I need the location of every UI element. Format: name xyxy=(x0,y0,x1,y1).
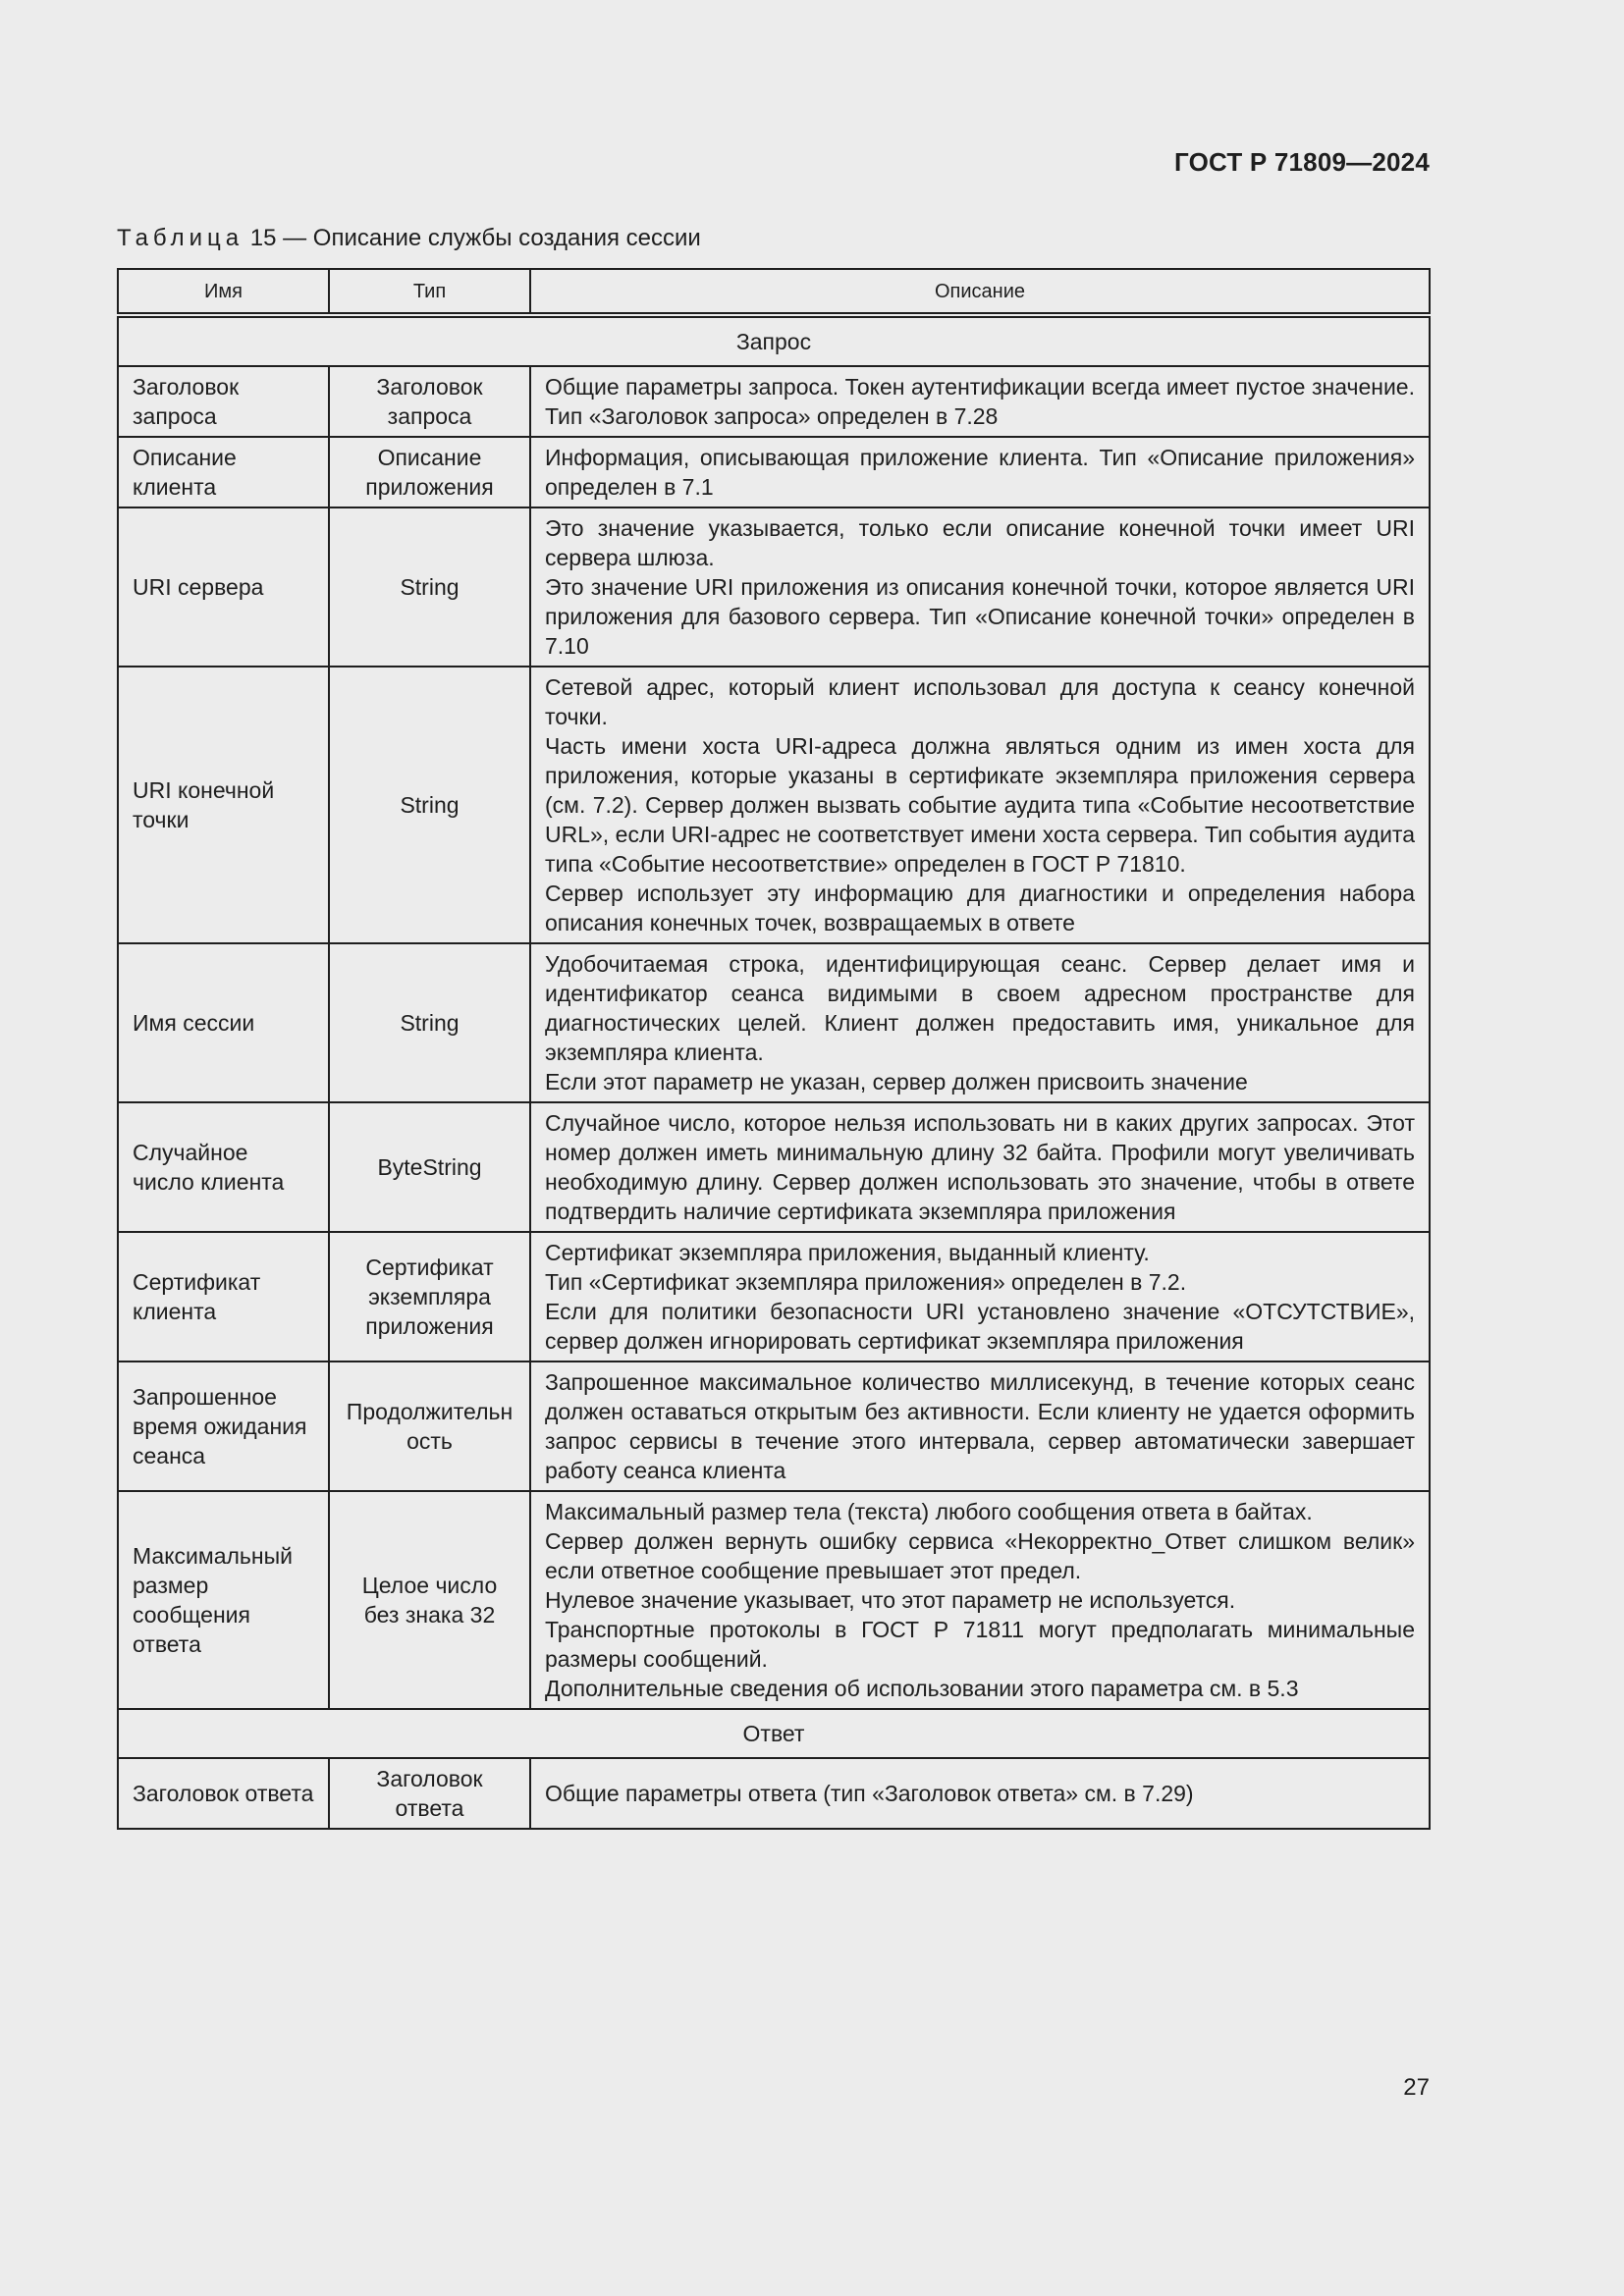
description-paragraph: Максимальный размер тела (текста) любого сообщения ответа в байтах. xyxy=(545,1499,1313,1524)
table-row xyxy=(118,943,1430,1102)
cell-name: Максимальный размер сообщения ответа xyxy=(118,1491,329,1709)
table-row xyxy=(118,1102,1430,1232)
cell-type: Целое число без знака 32 xyxy=(329,1491,530,1709)
cell-type: Описание приложения xyxy=(329,437,530,507)
cell-name: URI конечной точки xyxy=(118,667,329,943)
cell-name: Запрошенное время ожидания сеанса xyxy=(118,1362,329,1491)
session-service-table xyxy=(117,268,1431,1830)
table-row xyxy=(118,1758,1430,1829)
description-paragraph: Тип «Сертификат экземпляра приложения» определен в 7.2. xyxy=(545,1269,1187,1295)
section-title: Ответ xyxy=(118,1709,1430,1758)
section-row xyxy=(118,1709,1430,1758)
table-row xyxy=(118,1232,1430,1362)
cell-description xyxy=(530,366,1430,437)
table-body xyxy=(118,315,1430,1829)
description-paragraph: Удобочитаемая строка, идентифицирующая сеанс. Сервер делает имя и идентификатор сеанса видимыми в своем адресном пространстве для диагностических целей. Клиент должен предоставить имя, уникальное для экземпляра клиента. xyxy=(545,951,1415,1065)
section-title: Запрос xyxy=(118,315,1430,366)
cell-name: Заголовок запроса xyxy=(118,366,329,437)
caption-text: 15 — Описание службы создания сессии xyxy=(244,225,701,251)
cell-type: Заголовок запроса xyxy=(329,366,530,437)
cell-name: Случайное число клиента xyxy=(118,1102,329,1232)
description-paragraph: Если этот параметр не указан, сервер должен присвоить значение xyxy=(545,1069,1248,1095)
description-paragraph: Сертификат экземпляра приложения, выданный клиенту. xyxy=(545,1240,1150,1265)
section-row xyxy=(118,315,1430,366)
cell-type: Сертификат экземпляра приложения xyxy=(329,1232,530,1362)
cell-description xyxy=(530,1362,1430,1491)
column-header-description: Описание xyxy=(530,269,1430,315)
cell-name: Имя сессии xyxy=(118,943,329,1102)
description-paragraph: Дополнительные сведения об использовании этого параметра см. в 5.3 xyxy=(545,1676,1299,1701)
cell-description xyxy=(530,943,1430,1102)
table-row xyxy=(118,366,1430,437)
description-paragraph: Если для политики безопасности URI установлено значение «ОТСУТСТВИЕ», сервер должен игнорировать сертификат экземпляра приложения xyxy=(545,1299,1415,1354)
cell-type: String xyxy=(329,943,530,1102)
page-number: 27 xyxy=(1403,2074,1430,2101)
description-paragraph: Нулевое значение указывает, что этот параметр не используется. xyxy=(545,1587,1236,1613)
column-header-type: Тип xyxy=(329,269,530,315)
description-paragraph: Транспортные протоколы в ГОСТ Р 71811 могут предполагать минимальные размеры сообщений. xyxy=(545,1617,1415,1672)
document-code: ГОСТ Р 71809—2024 xyxy=(1174,147,1430,177)
cell-type: String xyxy=(329,507,530,667)
cell-description xyxy=(530,1758,1430,1829)
cell-description xyxy=(530,507,1430,667)
cell-description xyxy=(530,667,1430,943)
description-paragraph: Случайное число, которое нельзя использовать ни в каких других запросах. Этот номер должен иметь минимальную длину 32 байта. Профили могут увеличивать необходимую длину. Сервер должен использовать это значение, чтобы в ответе подтвердить наличие сертификата экземпляра приложения xyxy=(545,1110,1415,1224)
description-paragraph: Общие параметры ответа (тип «Заголовок ответа» см. в 7.29) xyxy=(545,1781,1194,1806)
cell-description xyxy=(530,1491,1430,1709)
cell-type: ByteString xyxy=(329,1102,530,1232)
cell-description xyxy=(530,437,1430,507)
description-paragraph: Часть имени хоста URI-адреса должна являться одним из имен хоста для приложения, которые указаны в сертификате экземпляра приложения сервера (см. 7.2). Сервер должен вызвать событие аудита типа «Событие несоответствие URL», если URI-адрес не соответствует имени хоста сервера. Тип события аудита типа «Событие несоответствие» определен в ГОСТ Р 71810. xyxy=(545,733,1415,877)
cell-name: Описание клиента xyxy=(118,437,329,507)
table-row xyxy=(118,1491,1430,1709)
column-header-name: Имя xyxy=(118,269,329,315)
description-paragraph: Общие параметры запроса. Токен аутентификации всегда имеет пустое значение. Тип «Заголовок запроса» определен в 7.28 xyxy=(545,374,1415,429)
table-row xyxy=(118,667,1430,943)
cell-name: Заголовок ответа xyxy=(118,1758,329,1829)
table-header-row xyxy=(118,269,1430,315)
cell-name: URI сервера xyxy=(118,507,329,667)
cell-type: Продолжительность xyxy=(329,1362,530,1491)
table-row xyxy=(118,1362,1430,1491)
caption-prefix: Таблица xyxy=(117,225,244,251)
table-row xyxy=(118,437,1430,507)
description-paragraph: Информация, описывающая приложение клиента. Тип «Описание приложения» определен в 7.1 xyxy=(545,445,1415,500)
description-paragraph: Сервер использует эту информацию для диагностики и определения набора описания конечных точек, возвращаемых в ответе xyxy=(545,881,1415,935)
cell-type: Заголовок ответа xyxy=(329,1758,530,1829)
description-paragraph: Сервер должен вернуть ошибку сервиса «Некорректно_Ответ слишком велик» если ответное сообщение превышает этот предел. xyxy=(545,1528,1415,1583)
cell-description xyxy=(530,1102,1430,1232)
description-paragraph: Сетевой адрес, который клиент использовал для доступа к сеансу конечной точки. xyxy=(545,674,1415,729)
description-paragraph: Запрошенное максимальное количество миллисекунд, в течение которых сеанс должен оставаться открытым без активности. Если клиенту не удается оформить запрос сервисы в течение этого интервала, сервер автоматически завершает работу сеанса клиента xyxy=(545,1369,1415,1483)
description-paragraph: Это значение URI приложения из описания конечной точки, которое является URI приложения для базового сервера. Тип «Описание конечной точки» определен в 7.10 xyxy=(545,574,1415,659)
cell-type: String xyxy=(329,667,530,943)
table-row xyxy=(118,507,1430,667)
table-caption xyxy=(117,225,701,252)
description-paragraph: Это значение указывается, только если описание конечной точки имеет URI сервера шлюза. xyxy=(545,515,1415,570)
cell-name: Сертификат клиента xyxy=(118,1232,329,1362)
cell-description xyxy=(530,1232,1430,1362)
